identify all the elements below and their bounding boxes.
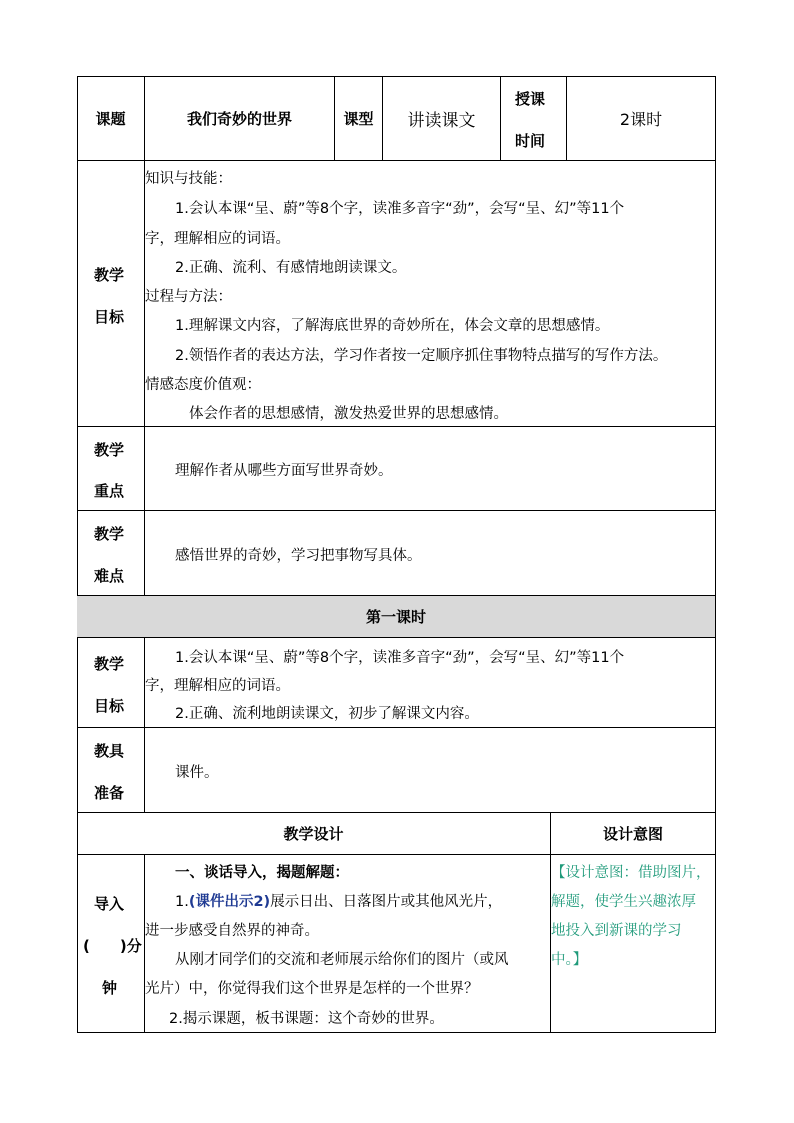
difficulties-text: 感悟世界的奇妙，学习把事物写具体。 [175, 548, 422, 564]
courseware-highlight: (课件出示2) [188, 894, 271, 910]
key-points-text: 理解作者从哪些方面写世界奇妙。 [175, 463, 393, 479]
objectives-line: 1.会认本课“呈、蔚”等8个字，读准多音字“劲”，会写“呈、幻”等11个 [175, 201, 625, 217]
type-value: 讲读课文 [407, 110, 476, 131]
design-header-right-cell [551, 813, 716, 855]
design-header-left: 教学设计 [283, 825, 344, 843]
difficulties-label-line2: 难点 [94, 567, 125, 585]
design-header-right: 设计意图 [602, 825, 663, 843]
tools-content-cell [145, 728, 716, 813]
difficulties-content-cell [145, 511, 716, 596]
intent-line: 地投入到新课的学习 [551, 923, 682, 939]
intro-label-cell [77, 855, 145, 1033]
intent-line: 【设计意图：借助图片， [551, 865, 711, 881]
intro-line3: 从刚才同学们的交流和老师展示给你们的图片（或风 [175, 952, 509, 968]
tools-label-line1: 教具 [94, 742, 125, 760]
time-label-cell [501, 76, 567, 161]
time-value-cell [567, 76, 716, 161]
key-points-label-line2: 重点 [94, 482, 125, 500]
intro-line4: 光片）中，你觉得我们这个世界是怎样的一个世界？ [145, 981, 479, 997]
tools-label-line2: 准备 [94, 784, 125, 802]
objectives-line: 2.领悟作者的表达方法，学习作者按一定顺序抓住事物特点描写的写作方法。 [175, 348, 668, 364]
objectives-heading-knowledge: 知识与技能： [145, 171, 232, 187]
difficulties-label-line1: 教学 [94, 525, 125, 543]
topic-value: 我们奇妙的世界 [186, 109, 292, 128]
section-title-cell [77, 596, 716, 638]
lesson1-objectives-label-line1: 教学 [94, 655, 125, 673]
intent-line: 解题，使学生兴趣浓厚 [551, 894, 696, 910]
type-label: 课型 [343, 109, 374, 128]
objectives-heading-process: 过程与方法： [145, 289, 232, 305]
intent-line: 中。】 [551, 952, 588, 968]
lesson1-objectives-label-cell [77, 638, 145, 728]
design-header-left-cell [77, 813, 551, 855]
intro-line1 [175, 892, 502, 912]
lesson1-objectives-label-line2: 目标 [94, 697, 125, 715]
objectives-label-line1: 教学 [94, 266, 125, 284]
objectives-label-line2: 目标 [94, 308, 125, 326]
intro-content-cell [145, 855, 551, 1033]
time-label-line1: 授课 [515, 90, 546, 108]
intro-line2: 进一步感受自然界的神奇。 [145, 923, 319, 939]
intro-step-title: 一、谈话导入，揭题解题： [175, 865, 349, 881]
tools-label-cell [77, 728, 145, 813]
lesson1-objectives-content-cell [145, 638, 716, 728]
time-value: 2课时 [619, 109, 663, 129]
tools-text: 课件。 [175, 765, 219, 781]
objectives-label-cell [77, 161, 145, 427]
key-points-content-cell [145, 427, 716, 511]
intro-intent-cell [551, 855, 716, 1033]
intro-label-line2: ( )分 [83, 937, 142, 955]
lesson1-objectives-line: 字，理解相应的词语。 [145, 678, 290, 694]
difficulties-label-cell [77, 511, 145, 596]
objectives-heading-attitude: 情感态度价值观： [145, 377, 261, 393]
objectives-line: 2.正确、流利、有感情地朗读课文。 [175, 260, 407, 276]
type-label-cell [335, 76, 383, 161]
topic-label: 课题 [95, 109, 126, 128]
objectives-content-cell [145, 161, 716, 427]
objectives-line: 1.理解课文内容，了解海底世界的奇妙所在，体会文章的思想感情。 [175, 318, 610, 334]
intro-line1-rest: 展示日出、日落图片或其他风光片， [270, 894, 503, 910]
section-title: 第一课时 [365, 608, 426, 626]
intro-line1-prefix: 1. [175, 894, 189, 910]
key-points-label-cell [77, 427, 145, 511]
intro-label-line3: 钟 [102, 979, 118, 997]
objectives-line: 字，理解相应的词语。 [145, 231, 290, 247]
topic-label-cell [77, 76, 145, 161]
lesson1-objectives-line: 1.会认本课“呈、蔚”等8个字，读准多音字“劲”，会写“呈、幻”等11个 [175, 650, 625, 666]
topic-value-cell [145, 76, 335, 161]
objectives-line: 体会作者的思想感情，激发热爱世界的思想感情。 [189, 406, 508, 422]
lesson1-objectives-line: 2.正确、流利地朗读课文，初步了解课文内容。 [175, 706, 479, 722]
type-value-cell [383, 76, 501, 161]
intro-line5: 2.揭示课题，板书课题：这个奇妙的世界。 [169, 1011, 444, 1027]
key-points-label-line1: 教学 [94, 441, 125, 459]
intro-label-line1: 导入 [94, 895, 125, 913]
time-label-line2: 时间 [515, 132, 546, 150]
